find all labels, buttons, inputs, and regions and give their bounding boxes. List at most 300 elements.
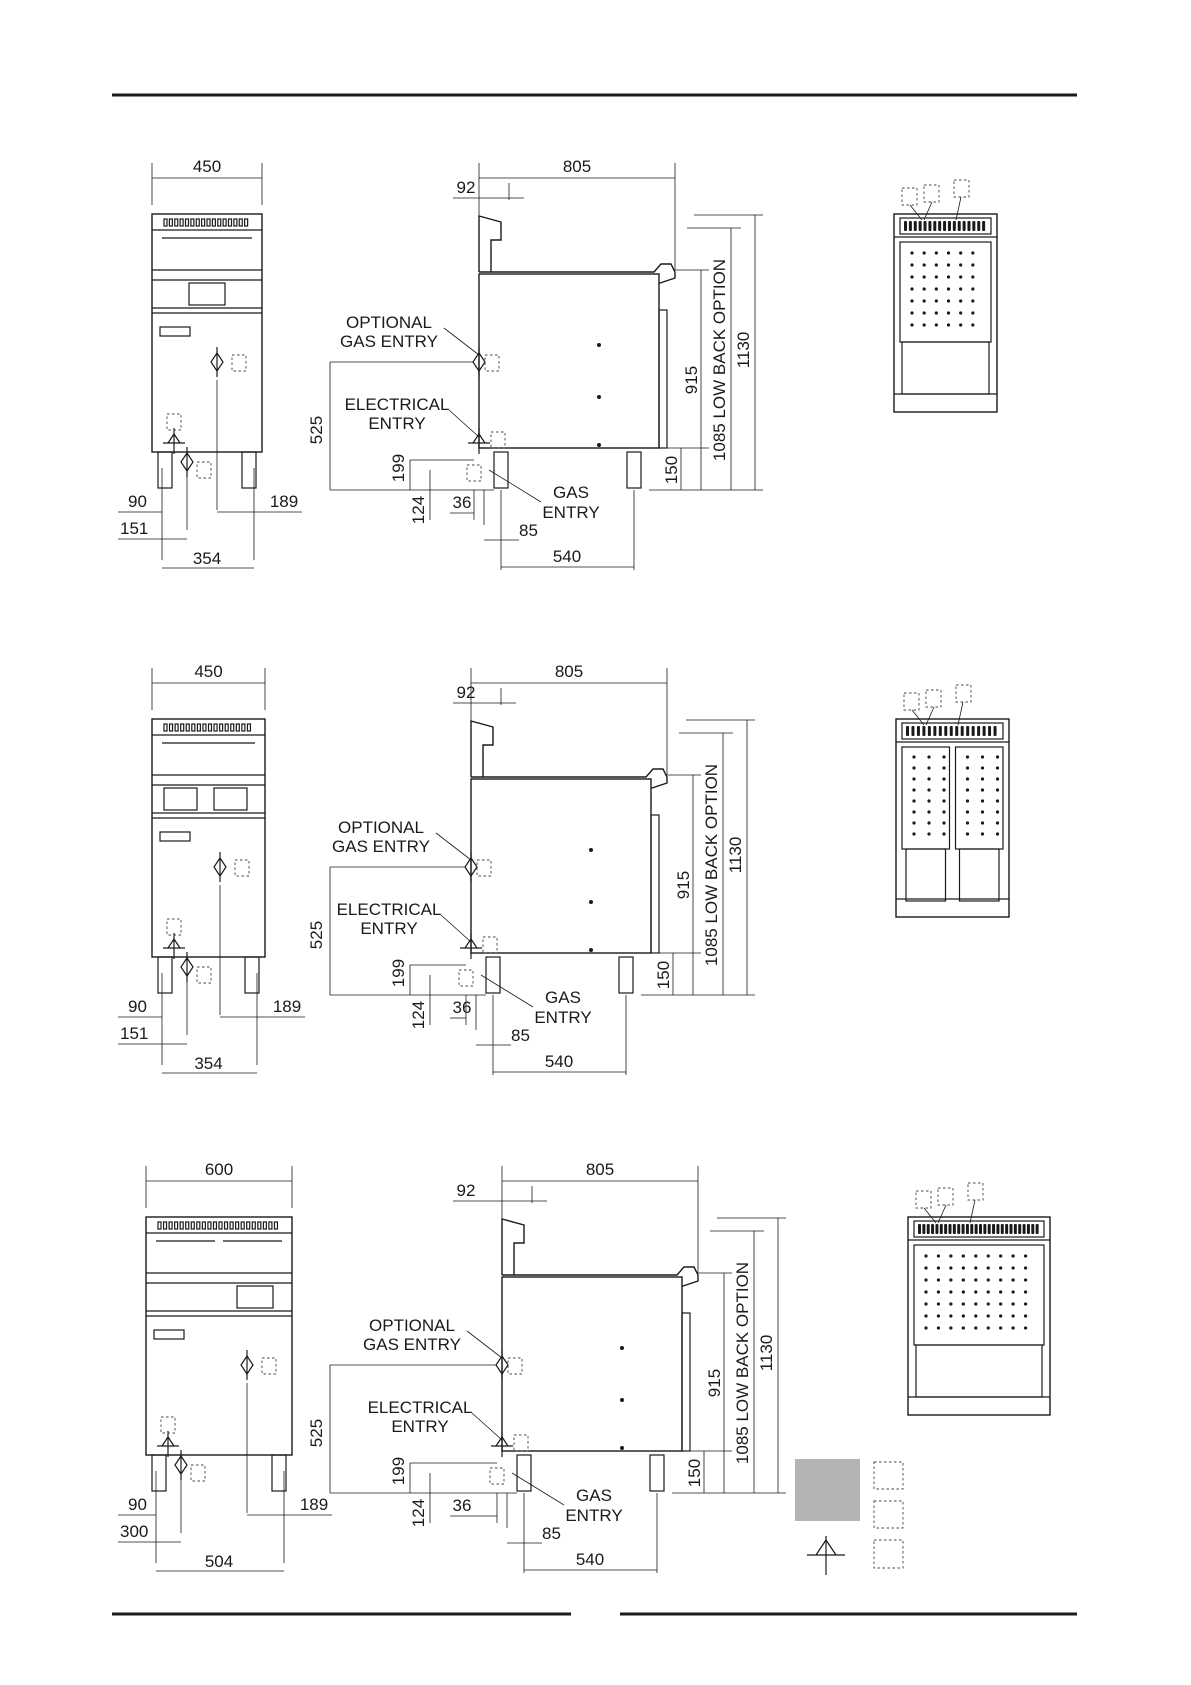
front-gas-offset-label: 151: [120, 519, 149, 538]
basket-hole: [935, 275, 938, 278]
side-view: [307, 662, 755, 1075]
basket-hole: [966, 821, 969, 824]
flue-slot: [975, 1224, 978, 1234]
side-foot-label: 150: [654, 960, 673, 990]
callout-leader: [512, 1473, 564, 1505]
connection-marker-box: [467, 465, 481, 481]
legend-box-2: [874, 1501, 903, 1528]
basket-hole: [959, 263, 962, 266]
basket-hole: [1012, 1278, 1015, 1281]
front-right-offset-label: 189: [269, 492, 299, 511]
front-leg-left: [158, 957, 172, 993]
flue-slot: [938, 221, 941, 231]
flue-slot: [1014, 1224, 1017, 1234]
flue-slot: [917, 726, 920, 736]
top-view: [908, 1183, 1050, 1415]
basket-hole: [942, 777, 945, 780]
basket-hole: [937, 1302, 940, 1305]
basket-hole: [924, 1290, 927, 1293]
basket-hole: [996, 810, 999, 813]
basket-hole: [999, 1302, 1002, 1305]
connection-marker-box: [924, 185, 939, 202]
basket-hole: [1012, 1290, 1015, 1293]
optional-gas-label-line-1: OPTIONAL: [369, 1316, 455, 1335]
flue-slot: [961, 726, 964, 736]
basket-hole: [947, 323, 950, 326]
basket-hole: [962, 1278, 965, 1281]
basket-hole: [935, 263, 938, 266]
basket-hole: [974, 1314, 977, 1317]
front-right-offset-label: 189: [272, 997, 302, 1016]
gas-label-line-2: ENTRY: [565, 1506, 623, 1525]
basket-hole: [947, 275, 950, 278]
connection-marker-box: [938, 1188, 953, 1205]
flue-slot: [944, 1224, 947, 1234]
basket-hole: [996, 755, 999, 758]
flue-slot: [911, 726, 914, 736]
basket-hole: [959, 311, 962, 314]
side-low-back-label: 1085 LOW BACK OPTION: [733, 1261, 752, 1465]
flue-slot: [970, 1224, 973, 1234]
basket-hole: [1012, 1266, 1015, 1269]
rivet: [589, 900, 593, 904]
basket-hole: [942, 810, 945, 813]
side-foot-label: 150: [662, 455, 681, 485]
front-view: [118, 662, 305, 1073]
legend: [795, 1459, 903, 1575]
electrical-label-line-1: ELECTRICAL: [336, 900, 442, 919]
basket-hole: [1024, 1314, 1027, 1317]
basket-hole: [962, 1290, 965, 1293]
basket-hole: [974, 1326, 977, 1329]
optional-gas-label-line-2: GAS ENTRY: [332, 837, 430, 856]
callout-leader: [467, 1331, 502, 1358]
basket-hole: [966, 755, 969, 758]
basket-hole: [937, 1290, 940, 1293]
side-leg-front: [619, 957, 633, 993]
basket-hole: [910, 275, 913, 278]
basket-hole: [924, 1326, 927, 1329]
basket-hole: [999, 1326, 1002, 1329]
front-width-label: 450: [194, 662, 223, 681]
connection-marker-box: [197, 462, 211, 478]
connection-marker-box: [490, 1468, 504, 1484]
flue-slot: [904, 221, 907, 231]
side-depth-label: 805: [554, 662, 584, 681]
basket-hole: [966, 810, 969, 813]
electrical-label-line-2: ENTRY: [391, 1417, 449, 1436]
basket-hole: [935, 287, 938, 290]
optional-gas-label-line-1: OPTIONAL: [346, 313, 432, 332]
basket-hole: [912, 788, 915, 791]
basket-hole: [981, 821, 984, 824]
basket-hole: [927, 755, 930, 758]
side-panel: [479, 274, 659, 448]
flue-slot: [914, 221, 917, 231]
basket-hole: [974, 1266, 977, 1269]
basket-hole: [935, 311, 938, 314]
basket-hole: [923, 287, 926, 290]
basket-hole: [962, 1314, 965, 1317]
basket-hole: [971, 275, 974, 278]
flue-slot: [924, 221, 927, 231]
side-elec-height-label: 199: [389, 958, 408, 988]
basket-hole: [924, 1254, 927, 1257]
side-gas-x-label: 85: [511, 1026, 530, 1045]
side-panel: [471, 779, 651, 953]
basket-hole: [947, 263, 950, 266]
basket-hole: [1024, 1254, 1027, 1257]
basket-hole: [981, 799, 984, 802]
flue-slot: [979, 1224, 982, 1234]
rivet: [597, 395, 601, 399]
basket-hole: [996, 799, 999, 802]
basket-hole: [987, 1278, 990, 1281]
basket-hole: [996, 766, 999, 769]
top-outline: [894, 214, 997, 412]
basket-hole: [996, 777, 999, 780]
basket-hole: [937, 1278, 940, 1281]
basket-hole: [942, 821, 945, 824]
rivet: [597, 343, 601, 347]
connection-marker-box: [459, 970, 473, 986]
flue-slot: [948, 221, 951, 231]
basket-hole: [927, 821, 930, 824]
basket-hole: [923, 275, 926, 278]
side-view: [307, 1160, 786, 1573]
side-height-label: 1130: [757, 1334, 776, 1372]
basket-hole: [971, 251, 974, 254]
flue-slot: [988, 726, 991, 736]
basket-hole: [959, 323, 962, 326]
basket-hole: [1012, 1254, 1015, 1257]
basket-hole: [935, 323, 938, 326]
basket-hole: [942, 788, 945, 791]
flue-slot: [1010, 1224, 1013, 1234]
flue-slot: [1036, 1224, 1039, 1234]
splash-back: [502, 1219, 524, 1275]
basket-hole: [927, 777, 930, 780]
flue-slot: [967, 221, 970, 231]
basket-hole: [974, 1254, 977, 1257]
flue-slot: [972, 221, 975, 231]
side-work-height-label: 915: [705, 1368, 724, 1398]
connection-marker-box: [197, 967, 211, 983]
basket-hole: [959, 287, 962, 290]
optional-gas-label-line-2: GAS ENTRY: [340, 332, 438, 351]
side-foot-span-label: 540: [552, 547, 582, 566]
side-gas-height-label: 525: [307, 415, 326, 445]
basket-hole: [1024, 1290, 1027, 1293]
side-gas-x-label: 85: [542, 1524, 561, 1543]
flue-slot: [939, 726, 942, 736]
legend-swatch: [795, 1459, 860, 1521]
legend-box-3: [874, 1540, 903, 1568]
basket-hole: [947, 299, 950, 302]
basket-hole: [987, 1326, 990, 1329]
basket-hole: [966, 832, 969, 835]
side-leg-rear: [517, 1455, 531, 1491]
flue-slot: [996, 1224, 999, 1234]
front-cabinet: [152, 214, 262, 452]
basket-hole: [910, 299, 913, 302]
front-leg-left: [152, 1455, 166, 1491]
rivet: [597, 443, 601, 447]
callout-leader: [444, 328, 479, 355]
basket-hole: [942, 799, 945, 802]
side-foot-span-label: 540: [575, 1550, 605, 1569]
flue-slot: [994, 726, 997, 736]
front-span-label: 504: [204, 1552, 234, 1571]
basket-hole: [999, 1314, 1002, 1317]
flue-slot: [957, 1224, 960, 1234]
basket-hole: [923, 251, 926, 254]
basket-hole: [937, 1314, 940, 1317]
basket-hole: [935, 251, 938, 254]
top-outline: [896, 719, 1009, 917]
basket-hole: [962, 1266, 965, 1269]
connection-marker-box: [916, 1191, 931, 1208]
basket-hole: [1012, 1314, 1015, 1317]
basket-hole: [971, 323, 974, 326]
flue-slot: [950, 726, 953, 736]
basket-hole: [910, 263, 913, 266]
basket-hole: [937, 1254, 940, 1257]
rivet: [620, 1398, 624, 1402]
rivet: [589, 848, 593, 852]
basket-hole: [947, 251, 950, 254]
basket-hole: [942, 766, 945, 769]
basket-hole: [924, 1302, 927, 1305]
basket-hole: [999, 1254, 1002, 1257]
side-foot-span-label: 540: [544, 1052, 574, 1071]
basket-hole: [996, 788, 999, 791]
rivet: [589, 948, 593, 952]
connection-marker-box: [956, 685, 971, 702]
flue-slot: [958, 221, 961, 231]
side-low-back-label: 1085 LOW BACK OPTION: [702, 763, 721, 967]
basket-hole: [971, 263, 974, 266]
front-left-offset-label: 90: [128, 492, 147, 511]
basket-hole: [1024, 1266, 1027, 1269]
basket-hole: [1012, 1326, 1015, 1329]
front-cabinet: [146, 1217, 292, 1455]
basket-hole: [923, 311, 926, 314]
electrical-label-line-2: ENTRY: [360, 919, 418, 938]
door-handle: [682, 1313, 690, 1451]
flue-slot: [963, 221, 966, 231]
front-gas-offset-label: 300: [120, 1522, 149, 1541]
front-span-label: 354: [192, 549, 222, 568]
basket-hole: [949, 1290, 952, 1293]
basket-hole: [923, 299, 926, 302]
flue-slot: [931, 1224, 934, 1234]
basket-hole: [996, 821, 999, 824]
electrical-label-line-2: ENTRY: [368, 414, 426, 433]
basket-hole: [981, 766, 984, 769]
front-gas-offset-label: 151: [120, 1024, 149, 1043]
side-elec-height-label: 199: [389, 1456, 408, 1486]
flue-slot: [1027, 1224, 1030, 1234]
electrical-label-line-1: ELECTRICAL: [367, 1398, 473, 1417]
flue-slot: [933, 726, 936, 736]
flue-slot: [955, 726, 958, 736]
side-work-height-label: 915: [674, 870, 693, 900]
basket-hole: [910, 287, 913, 290]
side-back-label: 92: [456, 683, 476, 702]
electrical-label-line-1: ELECTRICAL: [344, 395, 450, 414]
side-height-label: 1130: [726, 836, 745, 874]
basket-hole: [910, 251, 913, 254]
side-depth-label: 805: [562, 157, 592, 176]
gas-label-line-2: ENTRY: [534, 1008, 592, 1027]
flue-slot: [949, 1224, 952, 1234]
side-elec-x-label: 36: [452, 493, 472, 512]
connection-marker-box: [904, 693, 919, 710]
front-right-offset-label: 189: [299, 1495, 329, 1514]
flue-slot: [1018, 1224, 1021, 1234]
flue-slot: [922, 1224, 925, 1234]
flue-slot: [906, 726, 909, 736]
basket-hole: [912, 777, 915, 780]
basket-hole: [971, 311, 974, 314]
basket-hole: [959, 299, 962, 302]
top-outline: [908, 1217, 1050, 1415]
flue-slot: [1023, 1224, 1026, 1234]
basket-hole: [987, 1266, 990, 1269]
callout-leader: [441, 915, 471, 942]
basket-hole: [912, 766, 915, 769]
side-gas-height-label: 525: [307, 1418, 326, 1448]
flue-slot: [962, 1224, 965, 1234]
top-view: [894, 180, 997, 412]
side-back-label: 92: [456, 178, 476, 197]
flue-slot: [983, 726, 986, 736]
basket-hole: [981, 810, 984, 813]
flue-slot: [1001, 1224, 1004, 1234]
side-elec-x-label: 36: [452, 998, 472, 1017]
front-span-label: 354: [194, 1054, 223, 1073]
side-low-back-label: 1085 LOW BACK OPTION: [710, 258, 729, 462]
top-view: [896, 685, 1009, 917]
electrical-entry-symbol-icon: [807, 1536, 845, 1575]
side-back-label: 92: [456, 1181, 476, 1200]
flue-slot: [966, 726, 969, 736]
basket-hole: [912, 821, 915, 824]
side-height-label: 1130: [734, 331, 753, 369]
basket-hole: [923, 263, 926, 266]
basket-hole: [947, 311, 950, 314]
basket-hole: [974, 1278, 977, 1281]
basket-hole: [959, 251, 962, 254]
side-leg-rear: [494, 452, 508, 488]
front-cabinet: [152, 719, 265, 957]
flue-slot: [918, 1224, 921, 1234]
flue-slot: [1005, 1224, 1008, 1234]
basket-hole: [927, 766, 930, 769]
flue-slot: [935, 1224, 938, 1234]
side-leg-rear: [486, 957, 500, 993]
basket-hole: [1012, 1302, 1015, 1305]
side-panel: [502, 1277, 682, 1451]
basket-hole: [974, 1290, 977, 1293]
door-handle: [651, 815, 659, 953]
basket-hole: [981, 832, 984, 835]
basket-hole: [966, 799, 969, 802]
basket-hole: [927, 832, 930, 835]
gas-label-line-1: GAS: [553, 483, 589, 502]
flue-slot: [983, 1224, 986, 1234]
connection-marker-box: [902, 188, 917, 205]
flue-slot: [953, 221, 956, 231]
basket-hole: [966, 788, 969, 791]
flue-slot: [953, 1224, 956, 1234]
flue-slot: [922, 726, 925, 736]
side-gas-height-label: 525: [307, 920, 326, 950]
basket-hole: [1024, 1278, 1027, 1281]
basket-hole: [987, 1314, 990, 1317]
gas-label-line-2: ENTRY: [542, 503, 600, 522]
basket-hole: [924, 1278, 927, 1281]
basket-hole: [949, 1302, 952, 1305]
basket-hole: [981, 755, 984, 758]
gas-label-line-1: GAS: [545, 988, 581, 1007]
splash-back: [479, 216, 501, 272]
basket-hole: [996, 832, 999, 835]
rivet: [620, 1346, 624, 1350]
callout-leader: [481, 975, 533, 1007]
basket-hole: [927, 810, 930, 813]
front-view: [118, 1160, 332, 1571]
basket-hole: [962, 1326, 965, 1329]
side-gas-low-label: 124: [409, 495, 428, 525]
connection-marker-box: [954, 180, 969, 197]
basket-hole: [912, 799, 915, 802]
splash-back: [471, 721, 493, 777]
side-leg-front: [650, 1455, 664, 1491]
basket-hole: [949, 1326, 952, 1329]
basket-hole: [937, 1326, 940, 1329]
basket-hole: [1024, 1302, 1027, 1305]
basket-hole: [1024, 1326, 1027, 1329]
basket-hole: [987, 1254, 990, 1257]
flue-slot: [972, 726, 975, 736]
side-gas-low-label: 124: [409, 1000, 428, 1030]
side-elec-height-label: 199: [389, 453, 408, 483]
flue-slot: [943, 221, 946, 231]
flue-slot: [927, 1224, 930, 1234]
basket-hole: [935, 299, 938, 302]
basket-hole: [924, 1314, 927, 1317]
flue-slot: [928, 726, 931, 736]
front-leg-left: [158, 452, 172, 488]
fryer-model-2: [118, 662, 1009, 1075]
basket-hole: [999, 1278, 1002, 1281]
side-depth-label: 805: [585, 1160, 615, 1179]
basket-hole: [962, 1254, 965, 1257]
basket-hole: [937, 1266, 940, 1269]
basket-hole: [949, 1254, 952, 1257]
flue-slot: [1031, 1224, 1034, 1234]
flue-slot: [919, 221, 922, 231]
callout-leader: [436, 833, 471, 860]
models: [118, 157, 1050, 1573]
optional-gas-label-line-2: GAS ENTRY: [363, 1335, 461, 1354]
fryer-model-3: [118, 1160, 1050, 1573]
callout-leader: [449, 410, 479, 437]
optional-gas-label-line-1: OPTIONAL: [338, 818, 424, 837]
basket-hole: [987, 1302, 990, 1305]
